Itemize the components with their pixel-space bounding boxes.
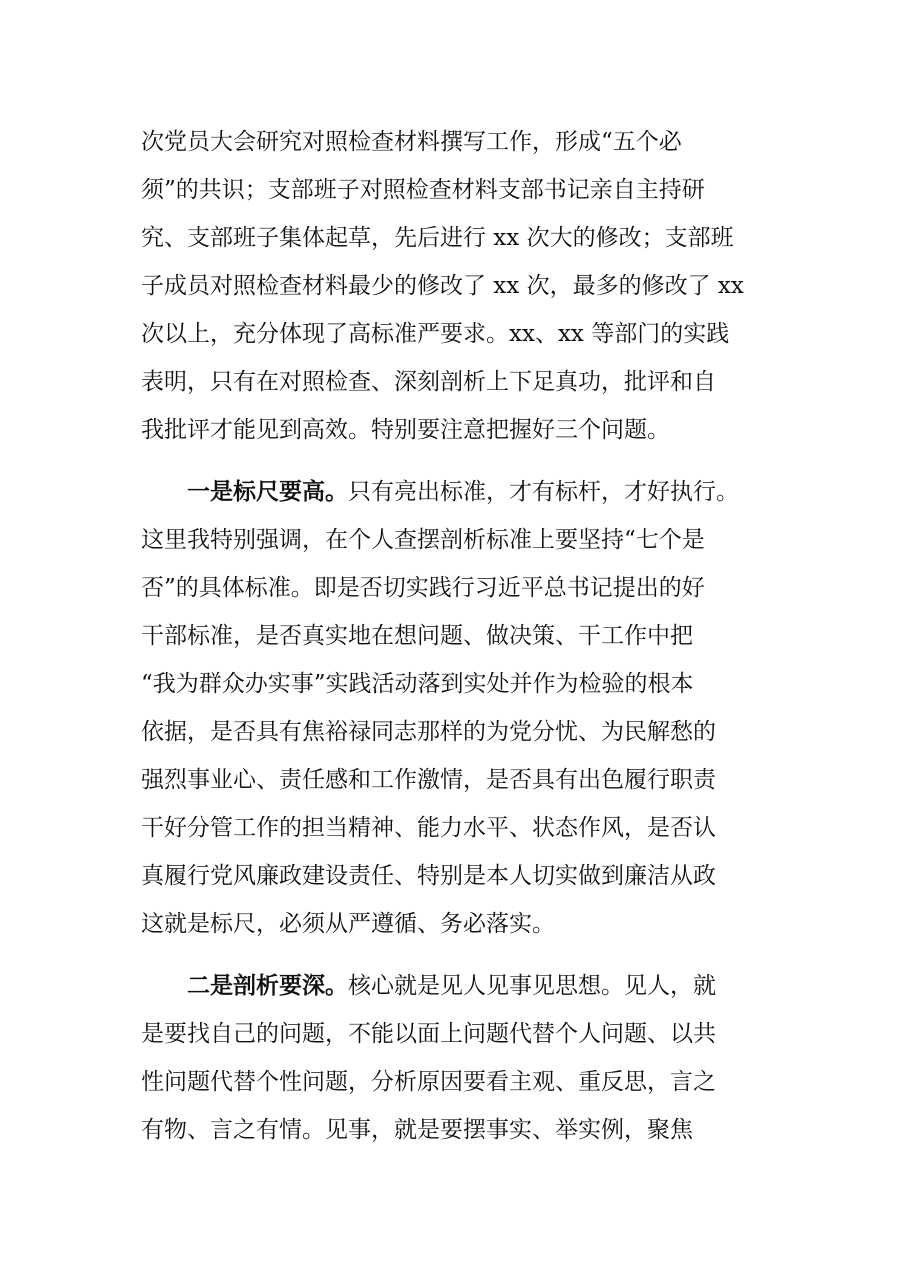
text-line: 有物、言之有情。见事，就是要摆事实、举实例，聚焦 xyxy=(141,1117,693,1143)
text-line: 干部标准，是否真实地在想问题、做决策、干工作中把 xyxy=(141,623,693,649)
text-line: 真履行党风廉政建设责任、特别是本人切实做到廉洁从政 xyxy=(141,863,716,889)
section-first-line xyxy=(187,971,716,1001)
text-line: 这里我特别强调，在个人查摆剖析标准上要坚持“七个是 xyxy=(141,527,705,553)
text-line: 我批评才能见到高效。特别要注意把握好三个问题。 xyxy=(141,417,670,443)
section-first-line xyxy=(187,477,739,507)
text-line: 强烈事业心、责任感和工作激情，是否具有出色履行职责 xyxy=(141,767,716,793)
text-line: 次以上，充分体现了高标准严要求。xx、xx 等部门的实践 xyxy=(141,321,730,347)
text-span: 核心就是见人见事见思想。见人，就 xyxy=(348,973,716,999)
text-line: 须”的共识；支部班子对照检查材料支部书记亲自主持研 xyxy=(141,177,705,203)
text-line: 否”的具体标准。即是否切实践行习近平总书记提出的好 xyxy=(141,575,705,601)
text-line: 是要找自己的问题，不能以面上问题代替个人问题、以共 xyxy=(141,1021,716,1047)
text-line: 次党员大会研究对照检查材料撰写工作，形成“五个必 xyxy=(141,129,682,155)
section-heading: 一是标尺要高。 xyxy=(187,479,348,505)
text-line: “我为群众办实事”实践活动落到实处并作为检验的根本 xyxy=(141,671,694,697)
text-line: 究、支部班子集体起草，先后进行 xx 次大的修改；支部班 xyxy=(141,225,734,251)
section-heading: 二是剖析要深。 xyxy=(187,973,348,999)
text-span: 只有亮出标准，才有标杆，才好执行。 xyxy=(348,479,739,505)
text-line: 子成员对照检查材料最少的修改了 xx 次，最多的修改了 xx xyxy=(141,273,744,299)
text-line: 性问题代替个性问题，分析原因要看主观、重反思，言之 xyxy=(141,1069,716,1095)
text-line: 表明，只有在对照检查、深刻剖析上下足真功，批评和自 xyxy=(141,369,716,395)
text-line: 这就是标尺，必须从严遵循、务必落实。 xyxy=(141,911,555,937)
text-line: 依据，是否具有焦裕禄同志那样的为党分忧、为民解愁的 xyxy=(141,719,716,745)
text-line: 干好分管工作的担当精神、能力水平、状态作风，是否认 xyxy=(141,815,716,841)
